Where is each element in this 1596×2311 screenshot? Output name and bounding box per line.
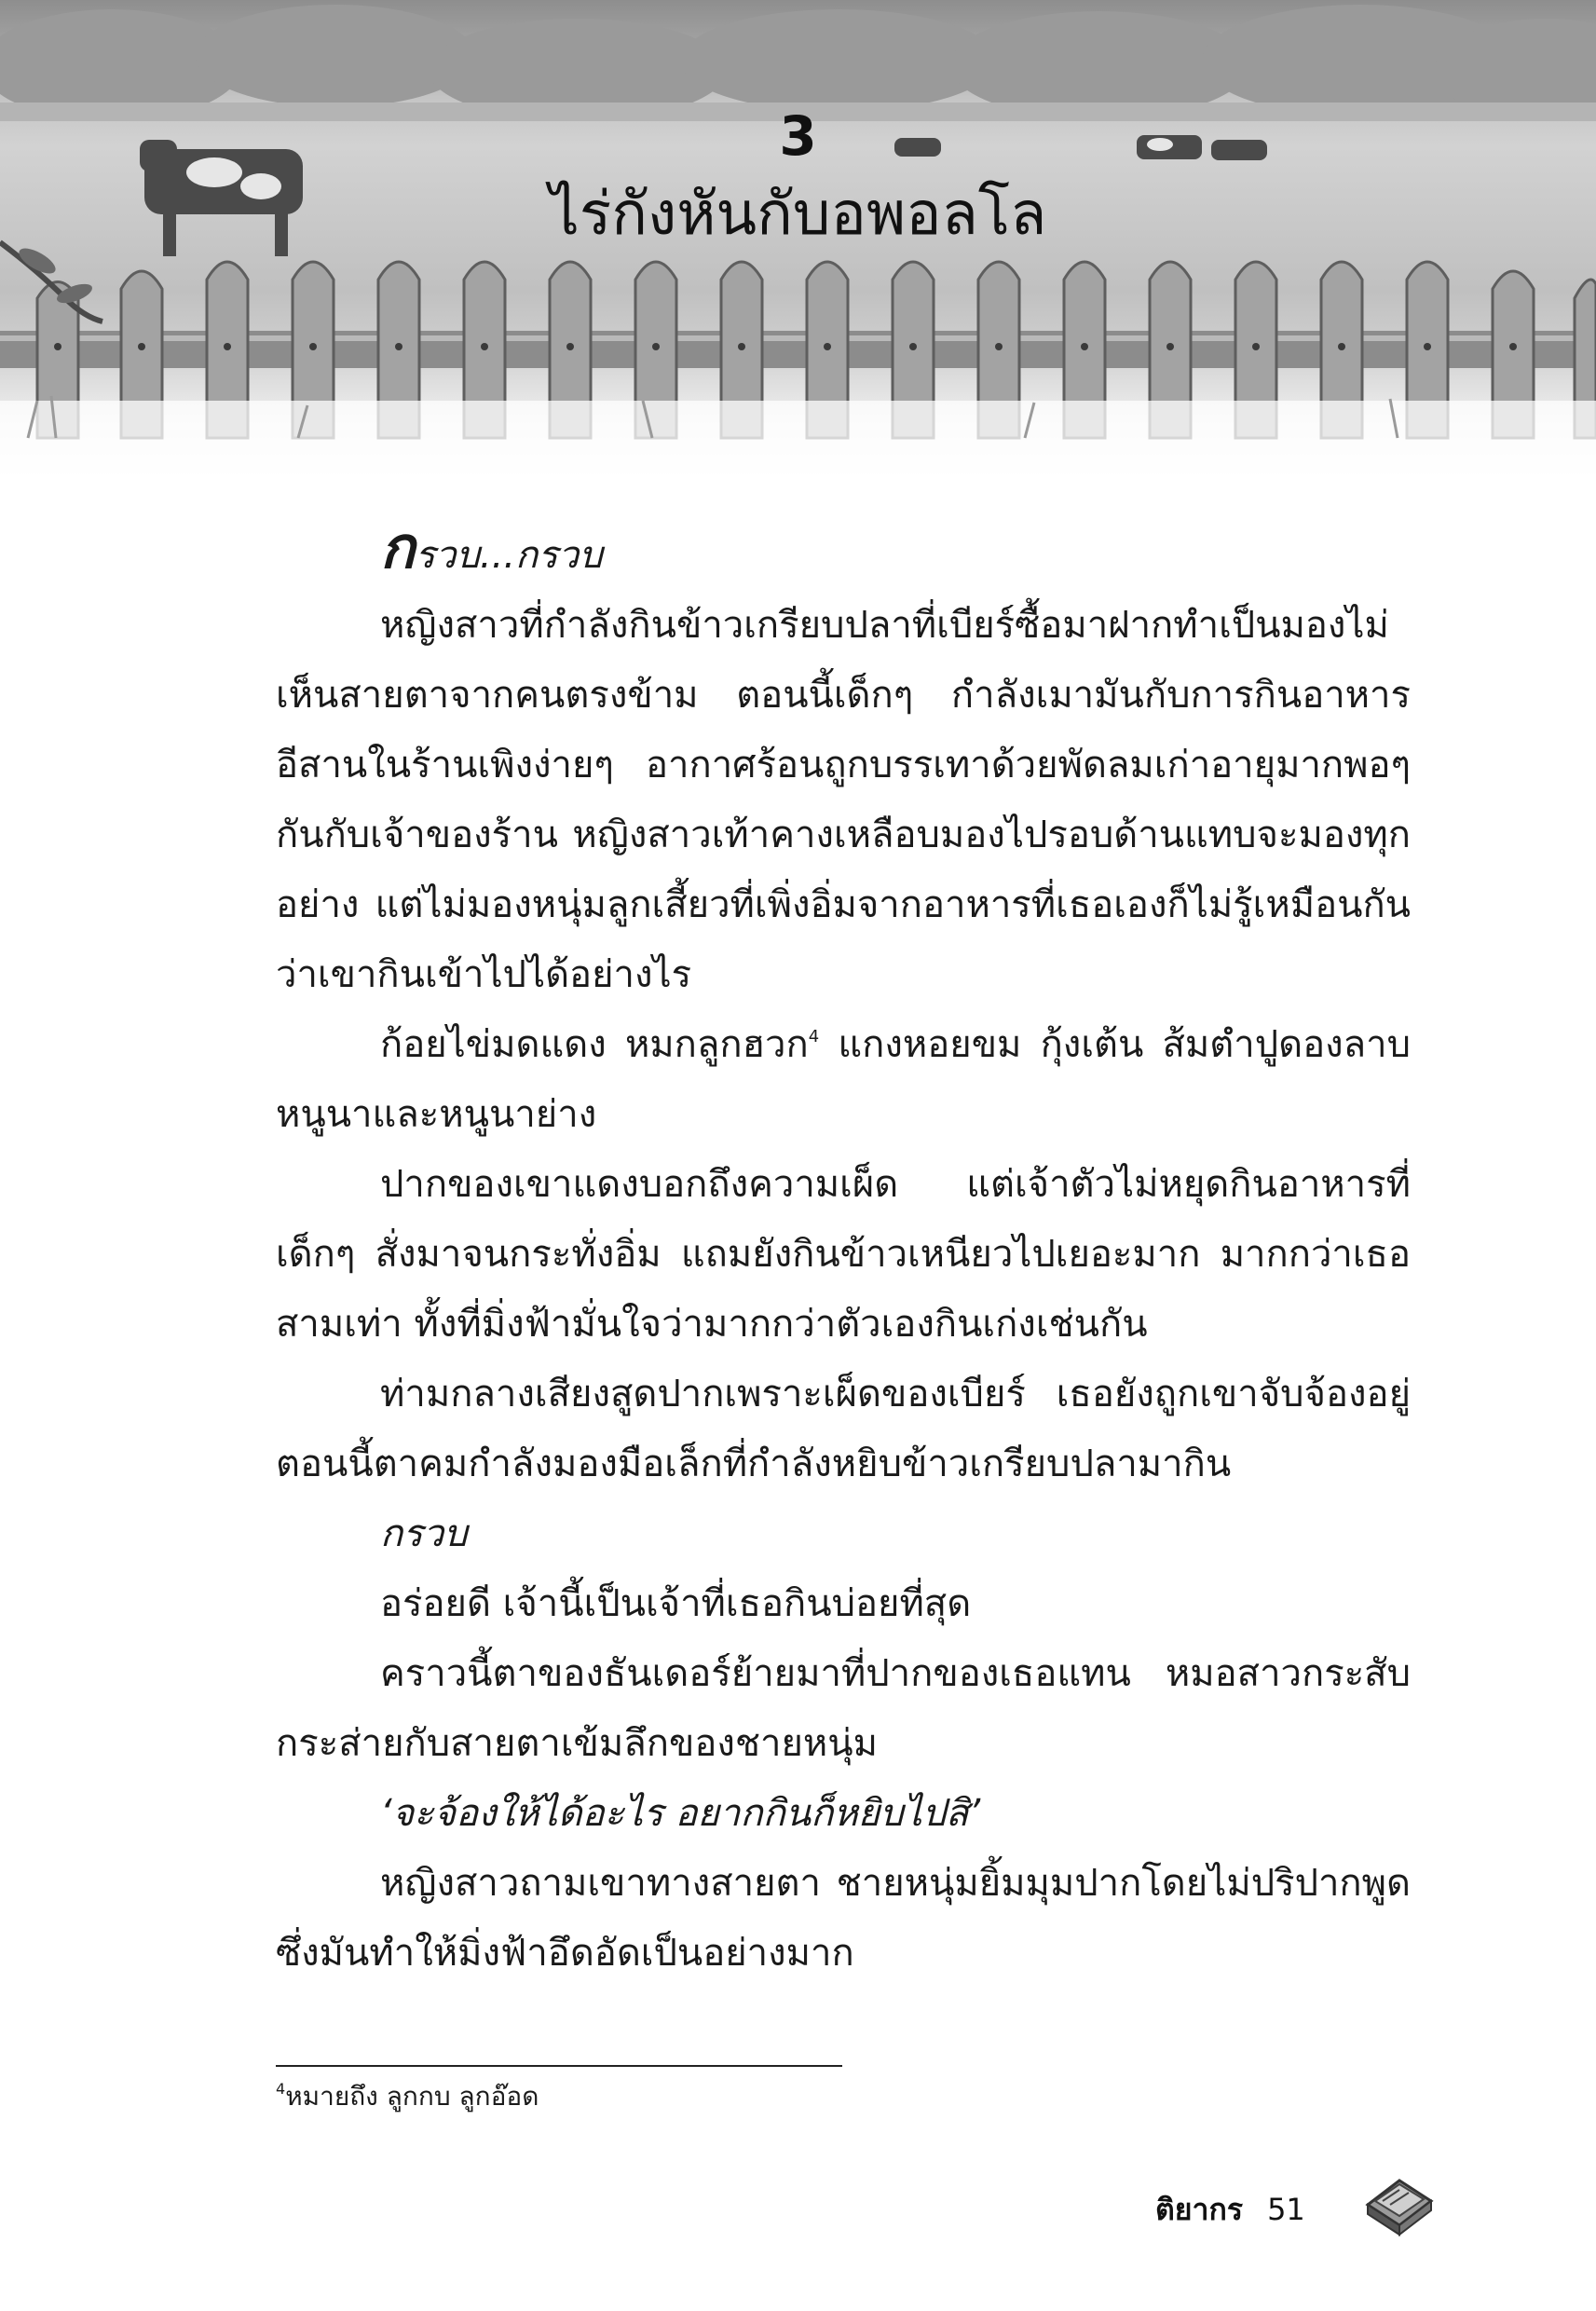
chapter-number: 3 [779, 104, 817, 168]
footnote-text: หมายถึง ลูกกบ ลูกอ๊อด [285, 2081, 539, 2112]
paragraph-2-part-2: แกงหอยขม กุ้งเต้น ส้มตำปูดองลาบหนูนาและหนูนาย่าง [276, 1023, 1411, 1136]
chapter-header [0, 0, 1596, 485]
paragraph-2-part-1: ก้อยไข่มดแดง หมกลูกฮวก [380, 1023, 809, 1066]
footnote-divider [276, 2065, 842, 2067]
opening-line [276, 513, 1411, 591]
footnote-reference: 4 [808, 1027, 820, 1046]
footnote-mark: 4 [276, 2080, 286, 2098]
paragraph-8: ‘จะจ้องให้ได้อะไร อยากกินก็หยิบไปสิ’ [380, 1792, 981, 1835]
chapter-title: ไร่กังหันกับอพอลโล [549, 180, 1047, 249]
paragraph-7: คราวนี้ตาของธันเดอร์ย้ายมาที่ปากของเธอแทน หมอสาวกระสับกระส่ายกับสายตาเข้มลึกของชายหนุ่ม [276, 1652, 1411, 1765]
paragraph-1: หญิงสาวที่กำลังกินข้าวเกรียบปลาที่เบียร์ซื้อมาฝากทำเป็นมองไม่เห็นสายตาจากคนตรงข้าม ตอนนี้เด็กๆ กำลังเมามันกับการกินอาหารอีสานในร้านเพิงง่ายๆ อากาศร้อนถูกบรรเทาด้วยพัดลมเก่าอายุมากพอๆ กันกับเจ้าของร้าน หญิงสาวเท้าคางเหลือบมองไปรอบด้านแทบจะมองทุกอย่าง แต่ไม่มองหนุ่มลูกเสี้ยวที่เพิ่งอิ่มจากอาหารที่เธอเองก็ไม่รู้เหมือนกันว่าเขากินเข้าไปได้อย่างไร [276, 604, 1411, 996]
opening-sound: รวบ...กรวบ [415, 534, 603, 577]
chapter-body [276, 513, 1411, 1989]
paragraph-2 [276, 1010, 1411, 1150]
running-title: ติยากร [1155, 2192, 1244, 2227]
paragraph-5: กรวบ [380, 1512, 468, 1555]
drop-cap: ก [380, 513, 416, 581]
footnote [276, 2076, 539, 2117]
book-stack-icon [1362, 2167, 1437, 2242]
page-footer [1155, 2186, 1305, 2234]
paragraph-4: ท่ามกลางเสียงสูดปากเพราะเผ็ดของเบียร์ เธอยังถูกเขาจับจ้องอยู่ ตอนนี้ตาคมกำลังมองมือเล็กที่กำลังหยิบข้าวเกรียบปลามากิน [276, 1373, 1411, 1485]
paragraph-3: ปากของเขาแดงบอกถึงความเผ็ด แต่เจ้าตัวไม่หยุดกินอาหารที่เด็กๆ สั่งมาจนกระทั่งอิ่ม แถมยังกินข้าวเหนียวไปเยอะมาก มากกว่าเธอสามเท่า ทั้งที่มิ่งฟ้ามั่นใจว่ามากกว่าตัวเองกินเก่งเช่นกัน [276, 1163, 1411, 1346]
paragraph-9: หญิงสาวถามเขาทางสายตา ชายหนุ่มยิ้มมุมปากโดยไม่ปริปากพูด ซึ่งมันทำให้มิ่งฟ้าอึดอัดเป็นอย่างมาก [276, 1862, 1411, 1975]
page-number: 51 [1267, 2192, 1305, 2227]
paragraph-6: อร่อยดี เจ้านี้เป็นเจ้าที่เธอกินบ่อยที่สุด [380, 1582, 972, 1625]
